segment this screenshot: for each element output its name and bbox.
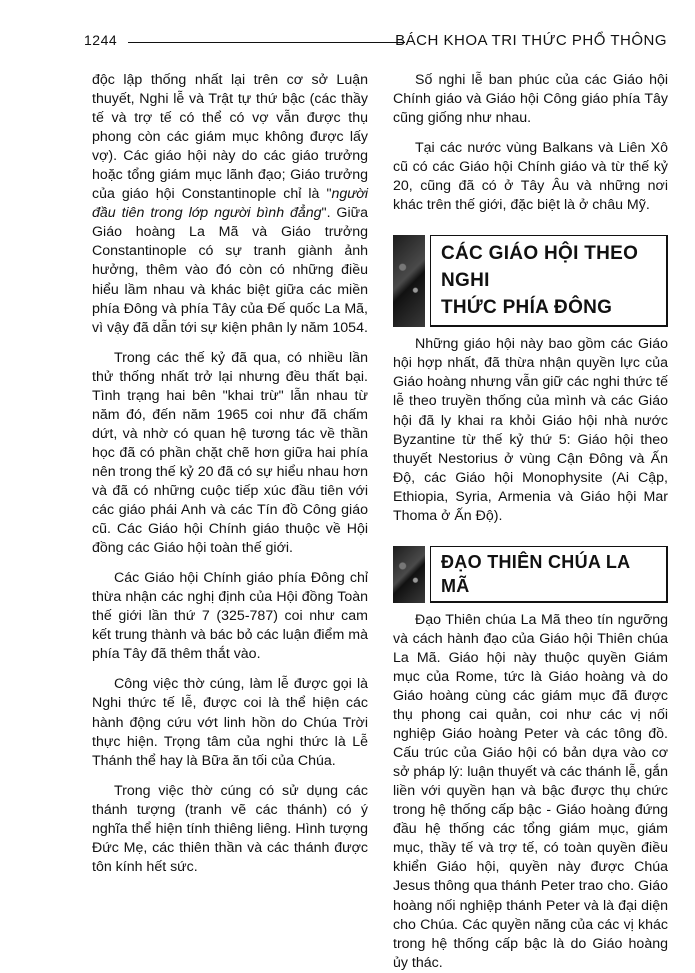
section-emblem-icon <box>393 546 425 603</box>
right-column <box>393 71 668 973</box>
section-heading-frame <box>430 235 668 327</box>
left-paragraph-4: Công việc thờ cúng, làm lễ được gọi là Nghi thức tế lễ, được coi là thể hiện các hành động cứu vớt linh hồn do Chúa Trời thực hiện. Trọng tâm của nghi thức là Lễ Thánh thể hay là Bữa ăn tối của Chúa. <box>92 676 368 769</box>
left-column <box>92 71 368 877</box>
section-heading-line-2: THỨC PHÍA ĐÔNG <box>441 297 613 319</box>
running-title: BÁCH KHOA TRI THỨC PHỔ THÔNG <box>395 32 667 49</box>
left-paragraph-1 <box>92 71 368 338</box>
left-paragraph-1-part-a: độc lập thống nhất lại trên cơ sở Luận thuyết, Nghi lễ và Trật tự thứ bậc (các thầy tế và trợ tế có thể có vợ vẫn được thụ phong còn các giám mục không được lấy vợ). Các giáo hội này do các giáo trưởng hoặc tổng giám mục lãnh đạo; Giáo trưởng của giáo hội Constantinople chỉ là " <box>92 72 368 203</box>
page-header <box>84 30 667 54</box>
header-rule <box>128 42 405 43</box>
section-heading-title: ĐẠO THIÊN CHÚA LA MÃ <box>441 551 630 596</box>
section-heading-line-1: CÁC GIÁO HỘI THEO NGHI <box>441 243 639 292</box>
quoted-phrase: người đầu tiên trong lớp người bình đẳng <box>92 186 368 222</box>
right-paragraph-3: Những giáo hội này bao gồm các Giáo hội hợp nhất, đã thừa nhận quyền lực của Giáo hoàng nhưng vẫn giữ các nghi thức tế lễ theo truyền thống của mình và các Giáo hội đã ly khai ra khỏi Giáo hội nhà nước Byzantine từ thế kỷ thứ 5: Giáo hội theo thuyết Nestorius ở vùng Cận Đông và Ấn Độ, các Giáo hội Monophysite (Ai Cập, Ethiopia, Syria, Armenia và Giáo hội Mar Thoma ở Ấn Độ). <box>393 336 668 524</box>
right-paragraph-4: Đạo Thiên chúa La Mã theo tín ngưỡng và cách hành đạo của Giáo hội Thiên chúa La Mã. Giáo hội này thuộc quyền Giám mục của Rome, tức là Giáo hoàng và do Giáo hoàng cùng các giám mục đã được thụ phong cai quản, coi như các vị nối nghiệp Giáo hoàng Peter và các tông đồ. Cấu trúc của Giáo hội có bản dựa vào cơ sở pháp lý: luận thuyết và các thánh lễ, gắn liền với quyền hạn và bậc được thụ chức trong hệ thống cấp bậc - Giáo hoàng đứng đầu hệ thống các tổng giám mục, giám mục, thầy tế và trợ tế, có toàn quyền điều khiển Giáo hội, quyền này được Chúa Jesus thông qua thánh Peter trao cho. Giáo hoàng nối nghiệp thánh Peter và là đại diện cho Chúa. Các quyền năng của các vị khác trong hệ thống cấp bậc là do Giáo hoàng ủy thác. <box>393 611 668 971</box>
section-heading-frame <box>430 546 668 603</box>
left-paragraph-5: Trong việc thờ cúng có sử dụng các thánh tượng (tranh vẽ các thánh) có ý nghĩa thể hiện tính thiêng liêng. Hình tượng Đức Mẹ, các thiên thần và các thánh được tôn kính hết sức. <box>92 782 368 875</box>
left-paragraph-2: Trong các thế kỷ đã qua, có nhiều lần thử thống nhất trở lại nhưng đều thất bại. Tình trạng hai bên "khai trừ" lẫn nhau từ năm đó, đến năm 1965 coi như đã chấm dứt, và nhờ có quan hệ tương tác về thần học đã có phần chặt chẽ hơn giữa hai phía nên trong thế kỷ 20 đã có sự hiểu nhau hơn và đã có những cuộc tiếp xúc đầu tiên với các giáo phái Anh và các Tín đồ Công giáo cũ. Các Giáo hội Chính giáo thuộc về Hội đồng các Giáo hội toàn thế giới. <box>92 349 368 557</box>
page-number: 1244 <box>84 32 118 48</box>
section-emblem-icon <box>393 235 425 327</box>
left-paragraph-3: Các Giáo hội Chính giáo phía Đông chỉ thừa nhận các nghị định của Hội đồng Toàn thế giới lần thứ 7 (325-787) coi như cam kết trung thành và bác bỏ các luận điểm mà phía Tây đã thêm thắt vào. <box>92 570 368 663</box>
left-paragraph-1-part-b: ". Giữa Giáo hoàng La Mã và Giáo trưởng Constantinople có sự tranh giành ảnh hưởng, thêm vào đó còn có những điều hiểu lầm nhau và khác biệt giữa các miền phía Đông và phía Tây của Đế quốc La Mã, vì vậy đã dẫn tới sự kiện phân ly năm 1054. <box>92 205 368 336</box>
section-heading-eastern-rite <box>393 235 668 327</box>
right-paragraph-2: Tại các nước vùng Balkans và Liên Xô cũ có các Giáo hội Chính giáo và từ thế kỷ 20, cũng đã có ở Tây Âu và những nơi khác trên thế giới, đặc biệt là ở châu Mỹ. <box>393 140 668 214</box>
section-heading-roman-catholic <box>393 546 668 603</box>
right-paragraph-1: Số nghi lễ ban phúc của các Giáo hội Chính giáo và Giáo hội Công giáo phía Tây cũng giống như nhau. <box>393 72 668 127</box>
